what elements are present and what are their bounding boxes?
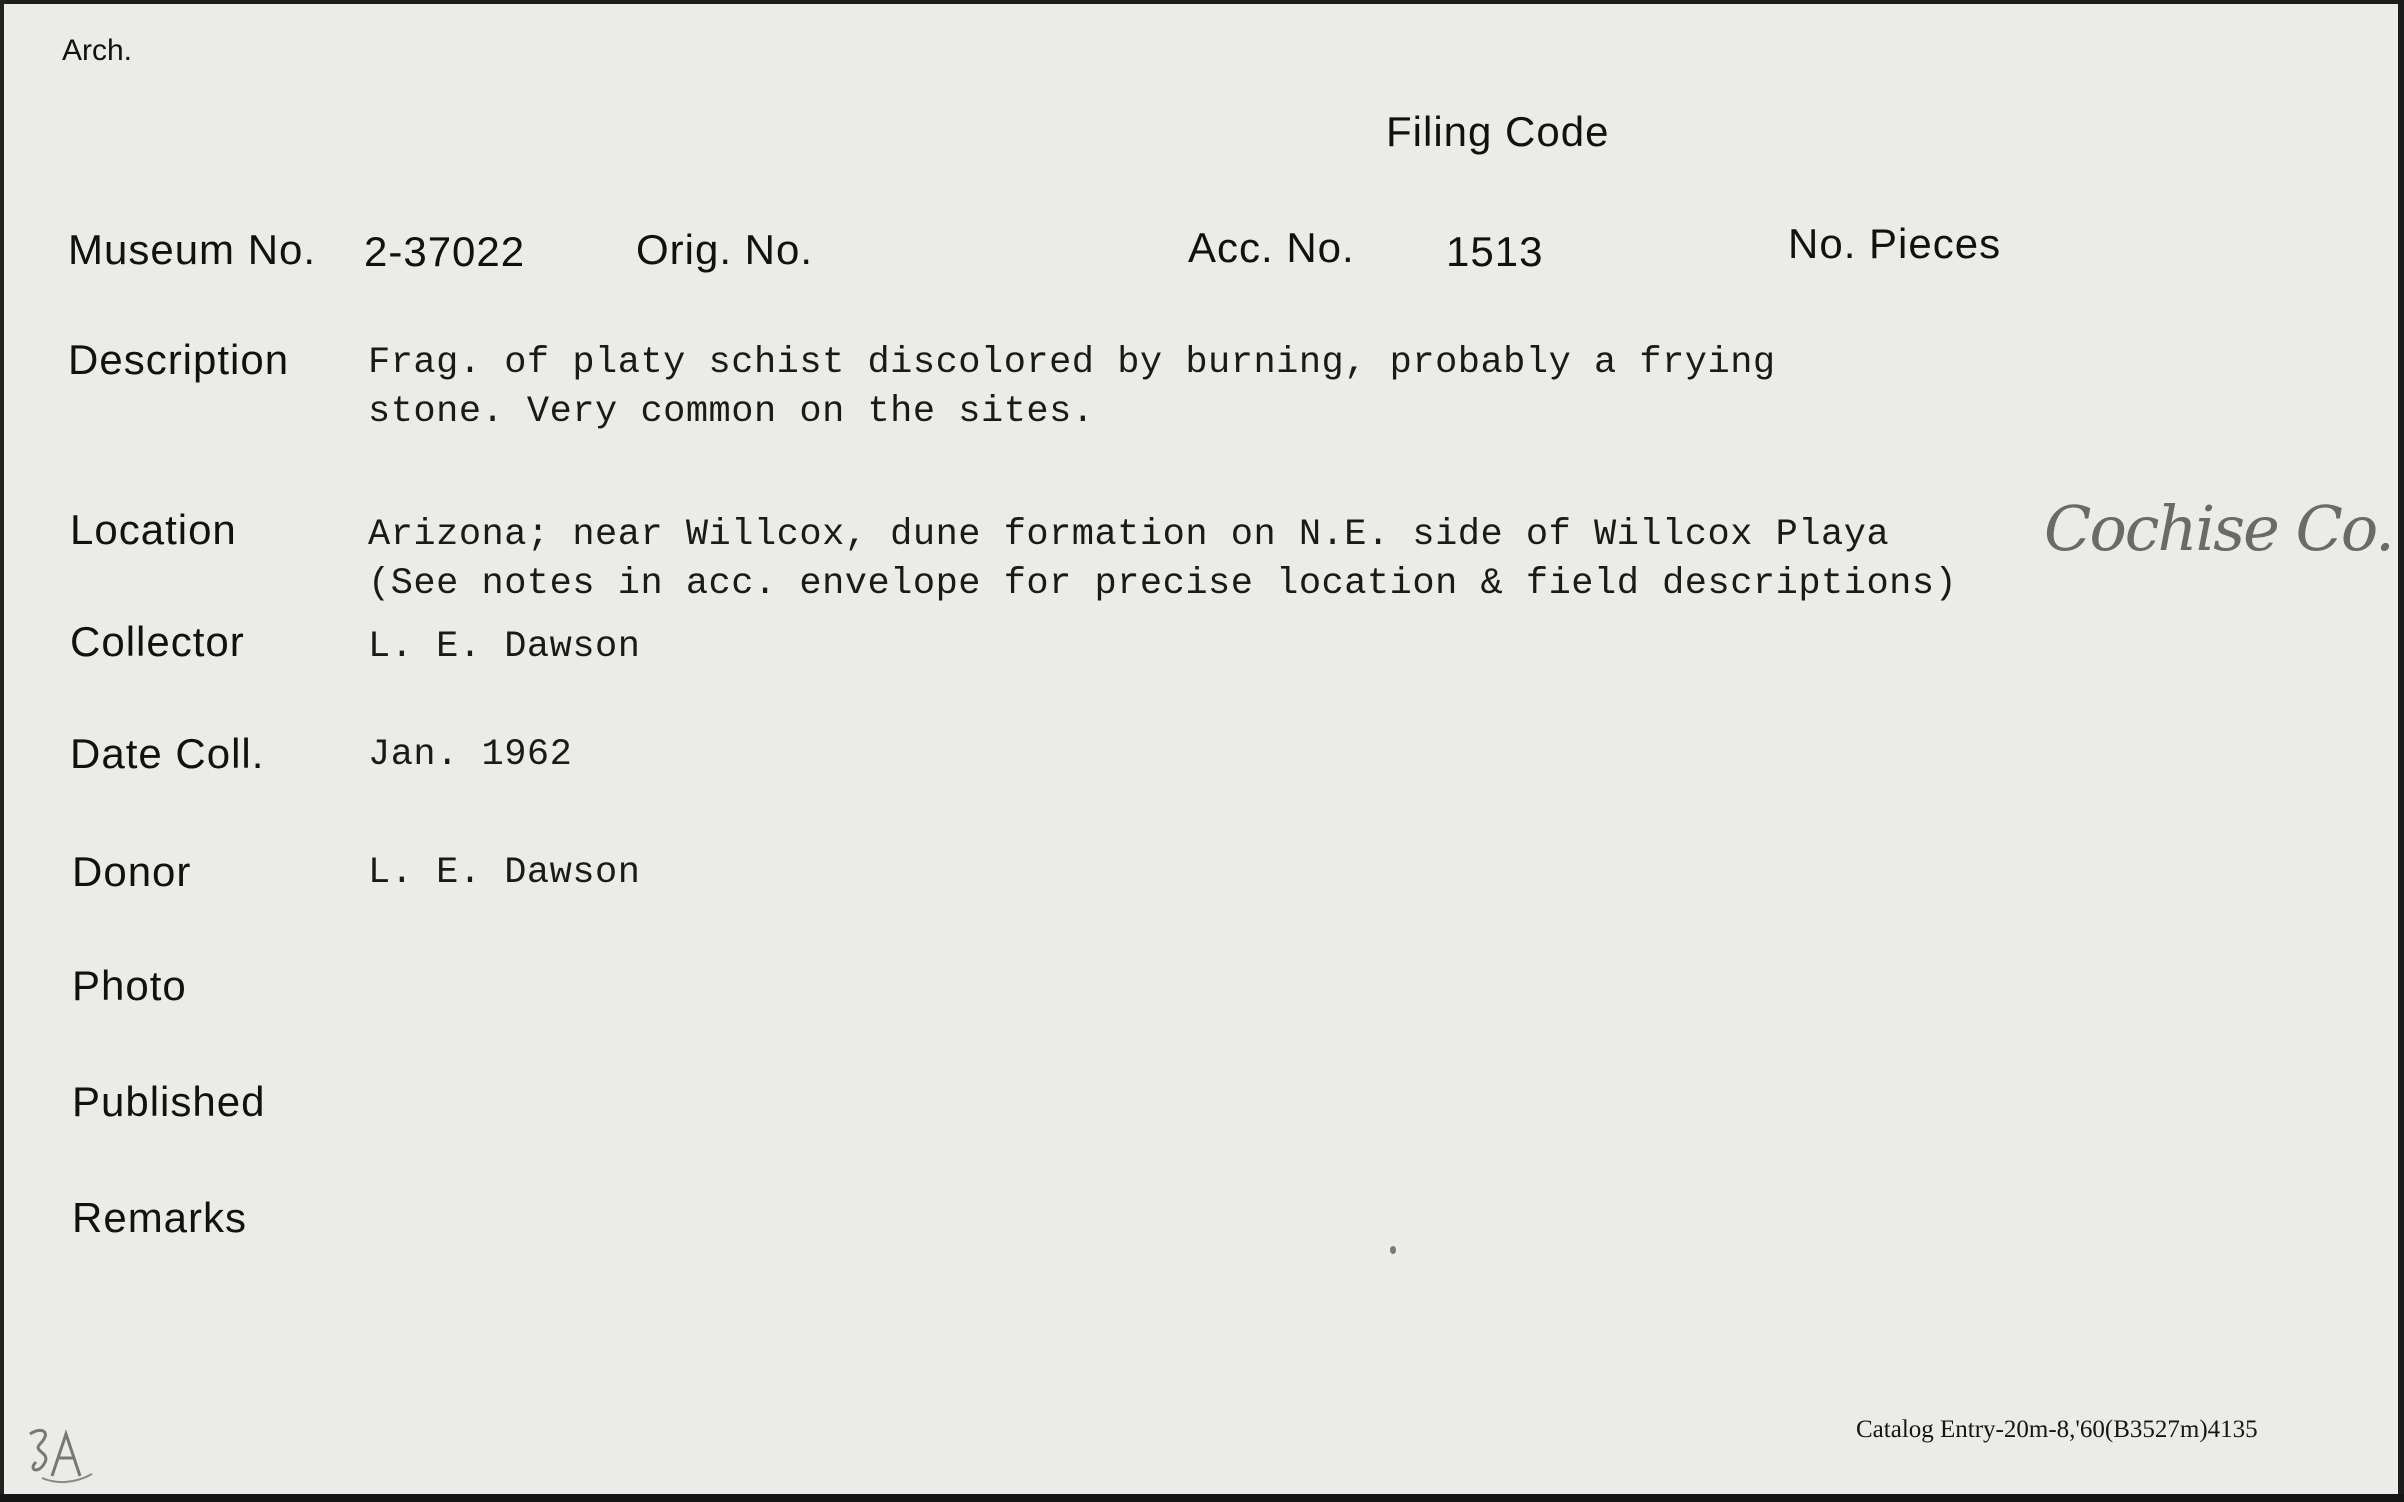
catalog-footer: Catalog Entry-20m-8,'60(B3527m)4135 xyxy=(1856,1416,2258,1443)
no-pieces-label: No. Pieces xyxy=(1788,220,2002,267)
acc-no-label: Acc. No. xyxy=(1188,224,1355,271)
description-line-1: Frag. of platy schist discolored by burning, probably a frying xyxy=(368,342,1776,384)
museum-no-label: Museum No. xyxy=(68,226,317,273)
date-coll-label: Date Coll. xyxy=(70,730,265,777)
orig-no-label: Orig. No. xyxy=(636,226,814,273)
catalog-card xyxy=(4,4,2398,1494)
collector-value: L. E. Dawson xyxy=(368,626,641,668)
donor-value: L. E. Dawson xyxy=(368,852,641,894)
description-line-2: stone. Very common on the sites. xyxy=(368,391,1095,433)
location-label: Location xyxy=(70,506,237,553)
speck xyxy=(1390,1246,1396,1254)
collector-label: Collector xyxy=(70,618,245,665)
corner-note: Arch. xyxy=(62,34,133,67)
museum-no-value: 2-37022 xyxy=(364,228,526,275)
remarks-label: Remarks xyxy=(72,1194,248,1241)
location-line-2: (See notes in acc. envelope for precise location & field descriptions) xyxy=(368,563,1958,605)
location-handwritten-note: Cochise Co. xyxy=(2044,492,2393,565)
description-label: Description xyxy=(68,336,290,383)
date-coll-value: Jan. 1962 xyxy=(368,734,573,776)
acc-no-value: 1513 xyxy=(1446,228,1544,275)
published-label: Published xyxy=(72,1078,266,1125)
photo-label: Photo xyxy=(72,962,187,1009)
card-bottom-edge xyxy=(0,1494,2404,1502)
donor-label: Donor xyxy=(72,848,192,895)
location-line-1: Arizona; near Willcox, dune formation on N.E. side of Willcox Playa xyxy=(368,514,1890,556)
filing-code-label: Filing Code xyxy=(1386,108,1610,155)
initials-mark-icon xyxy=(22,1424,98,1493)
